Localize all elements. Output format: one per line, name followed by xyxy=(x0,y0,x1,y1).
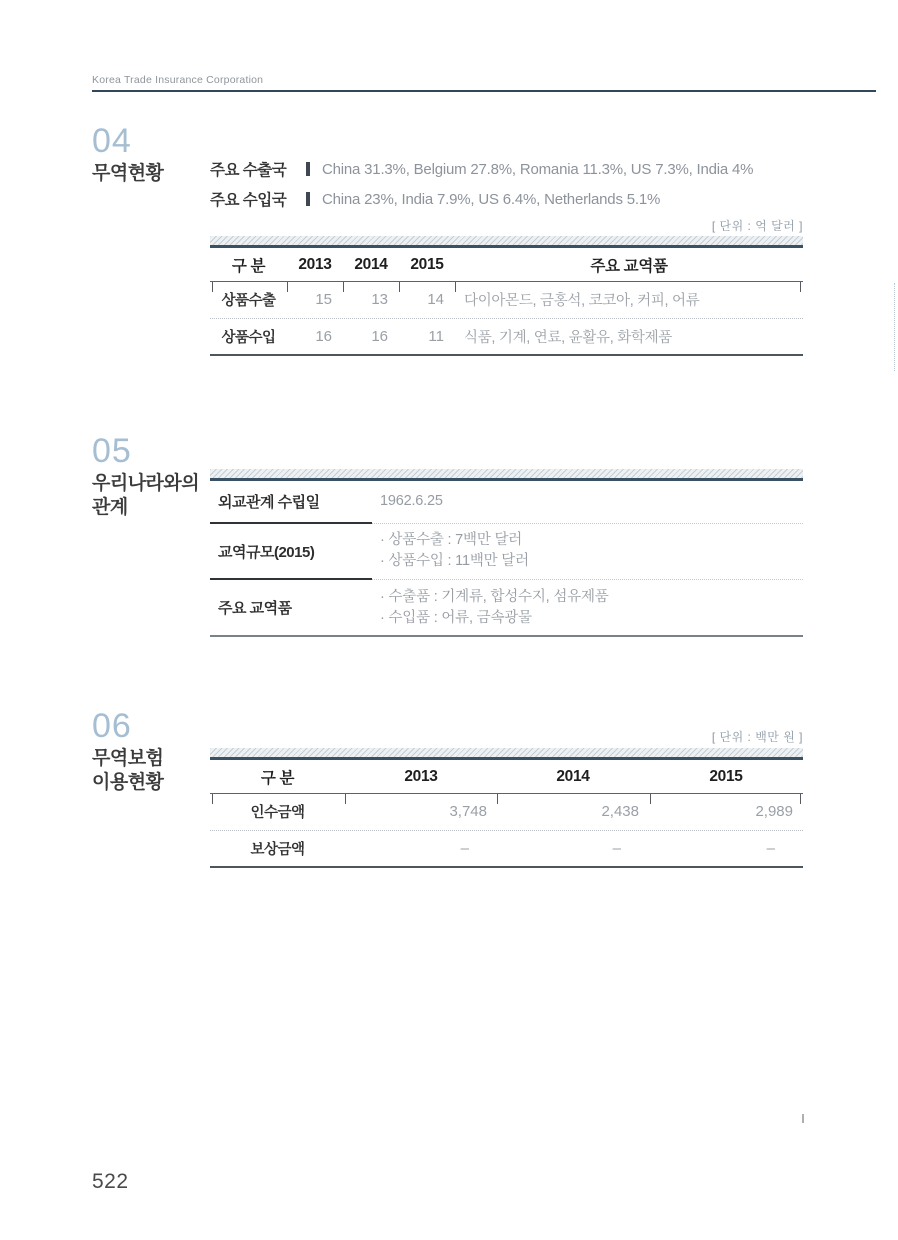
info-value: China 23%, India 7.9%, US 6.4%, Netherlands 5.1% xyxy=(322,190,661,208)
header-text: Korea Trade Insurance Corporation xyxy=(92,74,264,86)
section-04-number: 04 xyxy=(92,122,132,160)
small-tick-mark xyxy=(802,1114,804,1123)
section-06-title-line2: 이용현황 xyxy=(92,772,164,793)
page-number: 522 xyxy=(92,1170,129,1193)
header-cell: 2014 xyxy=(556,767,590,785)
column-tick xyxy=(497,794,498,804)
relation-label: 외교관계 수립일 xyxy=(218,494,320,511)
section-06-title-line1: 무역보험 xyxy=(92,748,164,769)
header-cell: 주요 교역품 xyxy=(590,257,668,275)
column-tick xyxy=(800,282,801,292)
relation-row xyxy=(210,481,803,522)
relation-row xyxy=(210,524,803,578)
column-tick xyxy=(399,282,400,292)
column-tick xyxy=(455,282,456,292)
major-items: 다이아몬드, 금홍석, 코코아, 커피, 어류 xyxy=(464,293,700,309)
table-bottom-rule xyxy=(210,354,803,356)
relation-value: · 상품수출 : 7백만 달러 xyxy=(380,532,523,548)
relation-value: 1962.6.25 xyxy=(380,493,443,509)
trade-status-table xyxy=(210,236,803,356)
header-cell: 구 분 xyxy=(231,257,266,275)
row-label: 상품수입 xyxy=(221,330,276,346)
separator-bar xyxy=(306,192,310,206)
value-2014: – xyxy=(612,840,621,857)
header-cell: 2015 xyxy=(410,255,444,273)
relation-value: · 상품수입 : 11백만 달러 xyxy=(380,553,529,569)
value-2014: 2,438 xyxy=(601,803,639,820)
korea-relation-table xyxy=(210,469,803,637)
table-row xyxy=(210,282,803,317)
table-header-row xyxy=(210,248,803,281)
table-row xyxy=(210,831,803,866)
table-row xyxy=(210,794,803,829)
section-05-title-line2: 관계 xyxy=(92,497,128,518)
table-row xyxy=(210,319,803,354)
column-tick xyxy=(212,282,213,292)
row-label: 상품수출 xyxy=(221,293,276,309)
column-tick xyxy=(343,282,344,292)
section-05-title-line1: 우리나라와의 xyxy=(92,473,200,494)
page-edge-mark xyxy=(894,283,895,371)
separator-bar xyxy=(306,162,310,176)
unit-label-trade: [ 단위 : 억 달러 ] xyxy=(711,219,803,233)
section-05-number: 05 xyxy=(92,432,132,470)
major-items: 식품, 기계, 연료, 윤활유, 화학제품 xyxy=(464,330,673,346)
relation-value: · 수입품 : 어류, 금속광물 xyxy=(380,609,532,626)
value-2015: 2,989 xyxy=(755,803,793,820)
column-tick xyxy=(650,794,651,804)
value-2015: – xyxy=(766,840,775,857)
info-label: 주요 수출국 xyxy=(210,162,287,179)
table-bottom-rule xyxy=(210,635,803,637)
column-tick xyxy=(800,794,801,804)
column-tick xyxy=(345,794,346,804)
header-rule xyxy=(92,90,876,92)
info-value: China 31.3%, Belgium 27.8%, Romania 11.3%, US 7.3%, India 4% xyxy=(322,160,754,178)
section-04-title: 무역현황 xyxy=(92,163,164,184)
value-2013: – xyxy=(460,840,469,857)
hatch-band xyxy=(210,236,803,245)
major-import-countries xyxy=(210,188,810,210)
row-label: 인수금액 xyxy=(250,805,305,821)
header-cell: 2014 xyxy=(354,255,388,273)
hatch-band xyxy=(210,469,803,478)
value-2015: 14 xyxy=(427,291,444,308)
relation-label: 주요 교역품 xyxy=(218,600,292,617)
section-06-number: 06 xyxy=(92,707,132,745)
unit-label-insurance: [ 단위 : 백만 원 ] xyxy=(711,730,803,744)
value-2013: 16 xyxy=(315,328,332,345)
value-2014: 16 xyxy=(371,328,388,345)
header-cell: 구 분 xyxy=(260,769,295,787)
header-cell: 2013 xyxy=(404,767,438,785)
column-tick xyxy=(287,282,288,292)
value-2013: 3,748 xyxy=(449,803,487,820)
table-bottom-rule xyxy=(210,866,803,868)
row-label: 보상금액 xyxy=(250,842,305,858)
insurance-usage-table xyxy=(210,748,803,868)
column-tick xyxy=(212,794,213,804)
header-cell: 2015 xyxy=(709,767,743,785)
info-label: 주요 수입국 xyxy=(210,192,287,209)
relation-row xyxy=(210,580,803,635)
hatch-band xyxy=(210,748,803,757)
value-2014: 13 xyxy=(371,291,388,308)
relation-label: 교역규모(2015) xyxy=(218,543,315,561)
table-header-row xyxy=(210,760,803,793)
value-2015: 11 xyxy=(428,328,444,345)
header-cell: 2013 xyxy=(298,255,332,273)
value-2013: 15 xyxy=(315,291,332,308)
major-export-countries xyxy=(210,158,810,180)
relation-value: · 수출품 : 기계류, 합성수지, 섬유제품 xyxy=(380,588,609,605)
